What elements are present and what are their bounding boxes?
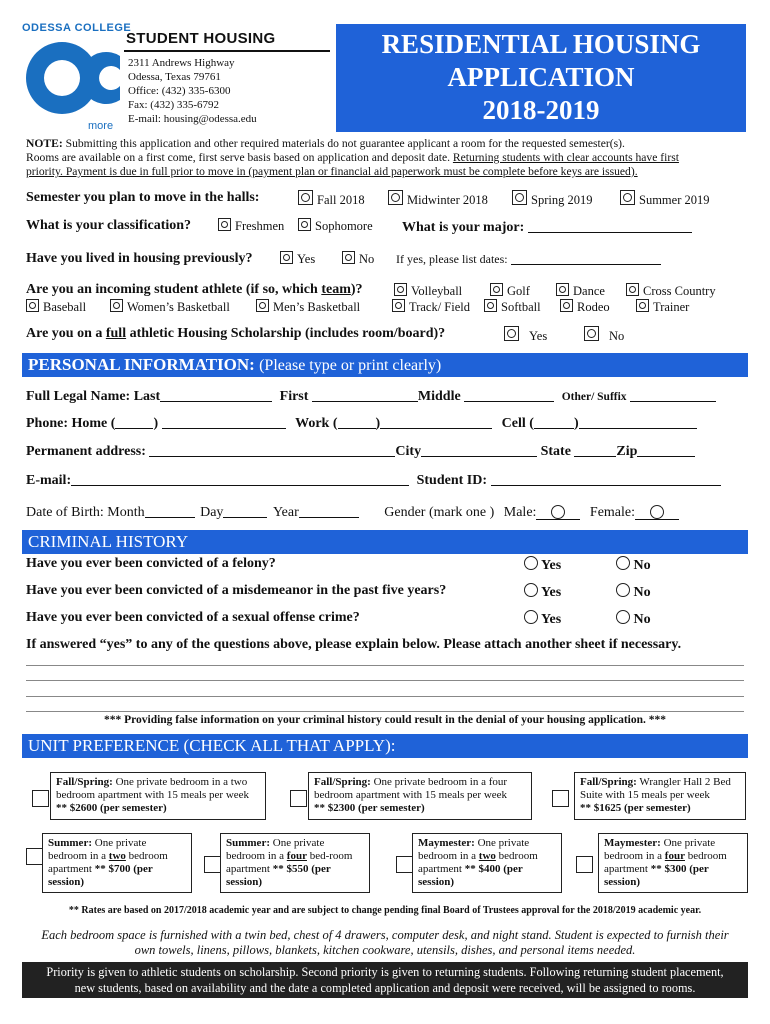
- first-name-label: First: [279, 389, 309, 404]
- oc-logo-icon: [24, 38, 124, 118]
- unit-option-7: [598, 833, 748, 893]
- zip-line[interactable]: [637, 442, 695, 457]
- personal-info-header: [22, 353, 748, 377]
- semester-spring[interactable]: [512, 190, 592, 208]
- explain-line-1[interactable]: [26, 665, 744, 666]
- unit-term: Summer:: [48, 837, 92, 849]
- option-label: Sophomore: [315, 219, 373, 233]
- furnishing-line-1: Each bedroom space is furnished with a twin bed, chest of 4 drawers, computer desk, and night stand. Student is expected to furnish their: [41, 928, 729, 942]
- explain-line-4[interactable]: [26, 711, 744, 712]
- dob-day-label: Day: [200, 505, 224, 520]
- first-name-line[interactable]: [312, 387, 418, 402]
- sexual-offense-yes[interactable]: [524, 610, 561, 628]
- option-label: Summer 2019: [639, 193, 710, 207]
- dates-line[interactable]: [511, 252, 661, 265]
- radio-icon[interactable]: [524, 556, 538, 570]
- option-label: Midwinter 2018: [407, 193, 488, 207]
- dob-year-line[interactable]: [299, 503, 359, 518]
- unit-option-3: [574, 772, 746, 820]
- option-label: Track/ Field: [409, 300, 470, 314]
- major-line[interactable]: [528, 218, 692, 233]
- unit-term: Maymester:: [604, 837, 661, 849]
- team-cross-country[interactable]: [626, 283, 716, 299]
- contact-block: [128, 56, 257, 126]
- female-option[interactable]: [635, 505, 679, 520]
- option-label: No: [359, 252, 375, 266]
- option-label: Volleyball: [411, 284, 463, 298]
- unit-checkbox-7[interactable]: [576, 856, 593, 873]
- unit-desc: One private bedroom in a: [48, 837, 147, 862]
- explain-instruction: If answered “yes” to any of the questions above, please explain below. Please attach another sheet if necessary.: [26, 637, 682, 652]
- student-id-label: Student ID:: [416, 473, 488, 488]
- unit-price: ** $400 (per session): [418, 863, 523, 888]
- unit-checkbox-2[interactable]: [290, 790, 307, 807]
- option-label: Freshmen: [235, 219, 285, 233]
- unit-term: Fall/Spring:: [580, 776, 637, 788]
- address-row: [26, 442, 695, 460]
- note-label: NOTE:: [26, 137, 63, 150]
- checkbox-icon[interactable]: [298, 218, 311, 231]
- dept-rule: [124, 50, 330, 52]
- option-label: Rodeo: [577, 300, 610, 314]
- unit-bedroom-count: four: [664, 850, 685, 862]
- middle-name-label: Middle: [417, 389, 461, 404]
- radio-icon[interactable]: [650, 505, 664, 519]
- option-label: Golf: [507, 284, 530, 298]
- housing-prev-yes[interactable]: [280, 251, 315, 267]
- college-name: ODESSA COLLEGE: [22, 22, 132, 34]
- team-dance[interactable]: [556, 283, 605, 299]
- state-label: State: [540, 444, 571, 459]
- athlete-question: Are you an incoming student athlete (if so, which team)?: [26, 282, 363, 297]
- option-label: Softball: [501, 300, 541, 314]
- unit-bedroom-count: two: [478, 850, 496, 862]
- class-freshmen[interactable]: [218, 218, 284, 234]
- address-line[interactable]: [149, 442, 395, 457]
- class-sophomore[interactable]: [298, 218, 373, 234]
- semester-fall[interactable]: [298, 190, 365, 208]
- checkbox-icon[interactable]: [280, 251, 293, 264]
- unit-option-1: [50, 772, 266, 820]
- title-box: [336, 24, 746, 132]
- unit-price: ** $700 (per session): [48, 863, 153, 888]
- team-track-field[interactable]: [392, 299, 470, 315]
- work-area-line[interactable]: [338, 414, 376, 429]
- address-label: Permanent address:: [26, 444, 146, 459]
- middle-name-line[interactable]: [464, 387, 554, 402]
- unit-price: ** $2300 (per semester): [314, 802, 425, 814]
- furnishing-line-2: own towels, linens, pillows, blankets, kitchen cookware, utensils, dishes, and personal items needed.: [134, 943, 636, 957]
- title-line-2: APPLICATION: [447, 62, 635, 92]
- misdemeanor-yes[interactable]: [524, 583, 561, 601]
- checkbox-icon[interactable]: [392, 299, 405, 312]
- option-label: Yes: [540, 558, 562, 573]
- unit-bedroom-count: four: [286, 850, 307, 862]
- dob-month-line[interactable]: [145, 503, 195, 518]
- unit-desc: One private bedroom in a: [604, 837, 716, 862]
- note-text-3: priority. Payment is due in full prior to move in (payment plan or financial aid paperwork must be complete before keys are issued).: [26, 165, 638, 178]
- dob-day-line[interactable]: [223, 503, 267, 518]
- city-field-line[interactable]: [421, 442, 537, 457]
- unit-price: ** $2600 (per semester): [56, 802, 167, 814]
- scholarship-yes[interactable]: [504, 326, 547, 344]
- option-label: No: [609, 329, 625, 343]
- option-label: Yes: [540, 612, 562, 627]
- unit-term: Maymester:: [418, 837, 475, 849]
- suffix-label: Other/ Suffix: [561, 391, 627, 403]
- semester-midwinter[interactable]: [388, 190, 488, 208]
- logo-sub: more: [88, 120, 114, 132]
- radio-icon[interactable]: [616, 556, 630, 570]
- female-label: Female:: [589, 505, 636, 520]
- team-trainer[interactable]: [636, 299, 689, 315]
- dept-name: STUDENT HOUSING: [126, 30, 276, 47]
- checkbox-icon[interactable]: [560, 299, 573, 312]
- classification-question: What is your classification?: [26, 218, 192, 233]
- housing-dates-field[interactable]: [396, 252, 661, 267]
- misdemeanor-question: Have you ever been convicted of a misdemeanor in the past five years?: [26, 583, 447, 598]
- housing-prev-question: Have you lived in housing previously?: [26, 251, 253, 266]
- zip-label: Zip: [616, 444, 638, 459]
- option-label: No: [633, 612, 651, 627]
- furnishing-note: [0, 928, 770, 958]
- personal-header-title: PERSONAL INFORMATION:: [28, 355, 255, 374]
- housing-prev-no[interactable]: [342, 251, 374, 267]
- unit-preference-header: [22, 734, 748, 758]
- unit-checkbox-6[interactable]: [396, 856, 413, 873]
- semester-summer[interactable]: [620, 190, 709, 208]
- scholarship-question: Are you on a full athletic Housing Scholarship (includes room/board)?: [26, 326, 446, 341]
- checkbox-icon[interactable]: [256, 299, 269, 312]
- student-id-line[interactable]: [491, 471, 721, 486]
- name-row: [26, 387, 716, 405]
- cell-phone-line[interactable]: [579, 414, 697, 429]
- work-phone-label: Work (: [295, 416, 338, 431]
- male-option[interactable]: [536, 505, 580, 520]
- major-label: What is your major:: [402, 220, 525, 235]
- home-area-line[interactable]: [115, 414, 153, 429]
- checkbox-icon[interactable]: [484, 299, 497, 312]
- checkbox-icon[interactable]: [110, 299, 123, 312]
- unit-price: ** $300 (per session): [604, 863, 709, 888]
- sexual-offense-question: Have you ever been convicted of a sexual offense crime?: [26, 610, 360, 625]
- home-phone-label: Phone: Home (: [26, 416, 116, 431]
- title-line-3: 2018-2019: [482, 95, 600, 125]
- email-label: E-mail:: [26, 473, 72, 488]
- team-volleyball[interactable]: [394, 283, 462, 299]
- last-name-label: Full Legal Name: Last: [26, 389, 161, 404]
- unit-checkbox-3[interactable]: [552, 790, 569, 807]
- unit-desc: One private bedroom in a: [226, 837, 325, 862]
- unit-bedroom-count: two: [108, 850, 126, 862]
- explain-line-2[interactable]: [26, 680, 744, 681]
- felony-yes[interactable]: [524, 556, 561, 574]
- college-logo: [22, 22, 132, 134]
- semester-question: Semester you plan to move in the halls:: [26, 190, 260, 205]
- option-label: Women’s Basketball: [127, 300, 230, 314]
- option-label: Fall 2018: [317, 193, 365, 207]
- unit-desc: One private bedroom in a two bedroom apartment with 15 meals per week: [56, 776, 250, 801]
- semester-row: [26, 190, 259, 206]
- priority-banner: [22, 962, 748, 998]
- scholarship-no[interactable]: [584, 326, 624, 344]
- checkbox-icon[interactable]: [388, 190, 403, 205]
- checkbox-icon[interactable]: [620, 190, 635, 205]
- unit-desc: Wrangler Hall 2 Bed Suite with 15 meals per week: [580, 776, 731, 801]
- option-label: Yes: [529, 329, 548, 343]
- option-label: Cross Country: [643, 284, 716, 298]
- phone-row: Phone: Home ( ) Work ( ) Cell ( ): [26, 414, 697, 432]
- email-field-line[interactable]: [71, 471, 409, 486]
- false-info-warning: *** Providing false information on your criminal history could result in the denial of your housing application. ***: [103, 714, 667, 726]
- dob-year-label: Year: [272, 505, 299, 520]
- checkbox-icon[interactable]: [556, 283, 569, 296]
- radio-icon[interactable]: [616, 583, 630, 597]
- checkbox-icon[interactable]: [394, 283, 407, 296]
- home-phone-line[interactable]: [162, 414, 286, 429]
- unit-desc: bed-room apartment: [226, 850, 353, 875]
- radio-icon[interactable]: [551, 505, 565, 519]
- checkbox-icon[interactable]: [342, 251, 355, 264]
- male-label: Male:: [503, 505, 537, 520]
- note-block: [26, 137, 679, 179]
- unit-desc: bedroom apartment: [604, 850, 727, 875]
- suffix-line[interactable]: [630, 387, 716, 402]
- option-label: Yes: [540, 585, 562, 600]
- radio-icon[interactable]: [524, 583, 538, 597]
- checkbox-icon[interactable]: [26, 299, 39, 312]
- unit-option-6: [412, 833, 562, 893]
- explain-line-3[interactable]: [26, 696, 744, 697]
- work-phone-line[interactable]: [380, 414, 492, 429]
- dob-row: [26, 503, 679, 521]
- email-line: E-mail: housing@odessa.edu: [128, 113, 257, 125]
- unit-term: Fall/Spring:: [314, 776, 371, 788]
- unit-desc: One private bedroom in a four bedroom apartment with 15 meals per week: [314, 776, 508, 801]
- option-label: No: [633, 585, 651, 600]
- team-softball[interactable]: [484, 299, 541, 315]
- fax-line: Fax: (432) 335-6792: [128, 99, 220, 111]
- personal-header-sub: (Please type or print clearly): [259, 357, 442, 374]
- checkbox-icon[interactable]: [298, 190, 313, 205]
- dates-label: If yes, please list dates:: [396, 252, 508, 266]
- address-line: 2311 Andrews Highway: [128, 57, 235, 69]
- major-field[interactable]: [402, 218, 692, 236]
- city-label: City: [395, 444, 422, 459]
- unit-price: ** $550 (per session): [226, 863, 331, 888]
- unit-checkbox-4[interactable]: [26, 848, 43, 865]
- cell-area-line[interactable]: [534, 414, 574, 429]
- checkbox-icon[interactable]: [490, 283, 503, 296]
- team-mens-basketball[interactable]: [256, 299, 360, 315]
- unit-option-4: [42, 833, 192, 893]
- unit-option-5: [220, 833, 370, 893]
- last-name-line[interactable]: [160, 387, 272, 402]
- misdemeanor-no[interactable]: [616, 583, 651, 601]
- dob-month-label: Date of Birth: Month: [26, 505, 145, 520]
- sexual-offense-no[interactable]: [616, 610, 651, 628]
- state-line[interactable]: [574, 442, 616, 457]
- team-golf[interactable]: [490, 283, 530, 299]
- option-label: Yes: [297, 252, 316, 266]
- unit-price: ** $1625 (per semester): [580, 802, 691, 814]
- email-row: [26, 471, 721, 489]
- checkbox-icon[interactable]: [636, 299, 649, 312]
- unit-desc: One private bedroom in a: [418, 837, 530, 862]
- felony-question: Have you ever been convicted of a felony?: [26, 556, 276, 571]
- gender-label: Gender (mark one ): [384, 505, 495, 520]
- option-label: Men’s Basketball: [273, 300, 361, 314]
- note-text-1: Submitting this application and other required materials do not guarantee applicant a room for the requested semester(s).: [65, 137, 625, 150]
- checkbox-icon[interactable]: [626, 283, 639, 296]
- team-womens-basketball[interactable]: [110, 299, 230, 315]
- unit-term: Summer:: [226, 837, 270, 849]
- unit-desc: bedroom apartment: [48, 850, 168, 875]
- criminal-header-title: CRIMINAL HISTORY: [28, 532, 189, 551]
- team-baseball[interactable]: [26, 299, 86, 315]
- rates-note: ** Rates are based on 2017/2018 academic year and are subject to change pending final Board of Trustees approval for the 2018/2019 academic year.: [68, 905, 702, 916]
- unit-term: Fall/Spring:: [56, 776, 113, 788]
- checkbox-icon[interactable]: [512, 190, 527, 205]
- option-label: Baseball: [43, 300, 87, 314]
- unit-checkbox-5[interactable]: [204, 856, 221, 873]
- checkbox-icon[interactable]: [504, 326, 519, 341]
- criminal-history-header: [22, 530, 748, 554]
- unit-checkbox-1[interactable]: [32, 790, 49, 807]
- unit-header-title: UNIT PREFERENCE (CHECK ALL THAT APPLY):: [28, 736, 396, 755]
- felony-no[interactable]: [616, 556, 651, 574]
- team-rodeo[interactable]: [560, 299, 610, 315]
- note-text-2b: Returning students with clear accounts have first: [452, 151, 679, 164]
- option-label: Trainer: [653, 300, 690, 314]
- radio-icon[interactable]: [616, 610, 630, 624]
- city-line: Odessa, Texas 79761: [128, 71, 221, 83]
- priority-line-2: new students, based on availability and the date a completed application and deposit were received, will be assigned to rooms.: [74, 981, 696, 995]
- office-phone: Office: (432) 335-6300: [128, 85, 231, 97]
- radio-icon[interactable]: [524, 610, 538, 624]
- cell-phone-label: Cell (: [501, 416, 534, 431]
- note-text-2: Rooms are available on a first come, first serve basis based on application and deposit date.: [26, 151, 451, 164]
- option-label: Dance: [573, 284, 605, 298]
- title-line-1: RESIDENTIAL HOUSING: [381, 29, 701, 59]
- priority-line-1: Priority is given to athletic students on scholarship. Second priority is given to returning students. Following returning student placement,: [46, 965, 724, 979]
- unit-option-2: [308, 772, 532, 820]
- option-label: No: [633, 558, 651, 573]
- option-label: Spring 2019: [531, 193, 593, 207]
- unit-desc: bedroom apartment: [418, 850, 538, 875]
- checkbox-icon[interactable]: [218, 218, 231, 231]
- checkbox-icon[interactable]: [584, 326, 599, 341]
